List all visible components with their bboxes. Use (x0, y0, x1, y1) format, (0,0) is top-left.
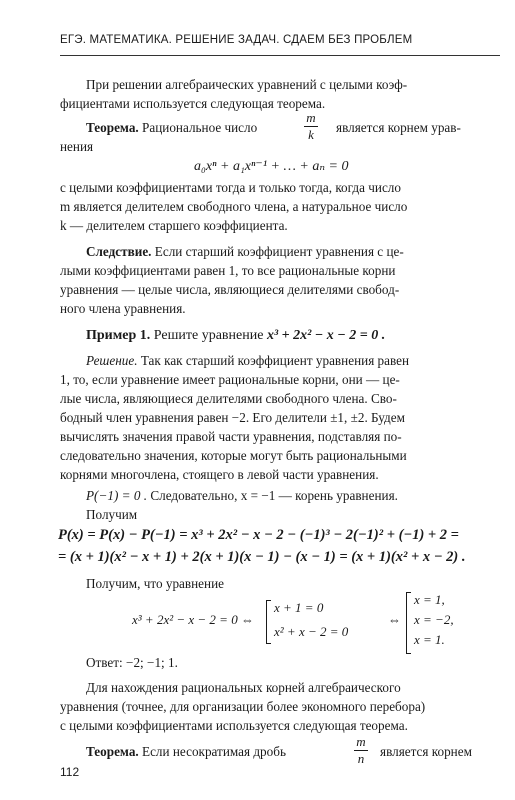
corollary-line-1 (86, 244, 404, 260)
theorem-2-line-1 (86, 744, 286, 760)
example-1-task: Решите уравнение (153, 328, 264, 343)
running-header: ЕГЭ. МАТЕМАТИКА. РЕШЕНИЕ ЗАДАЧ. СДАЕМ БЕЗ ПРОБЛЕМ (60, 34, 413, 46)
system-mid-2: x² + x − 2 = 0 (274, 624, 349, 639)
theorem-1-fraction (304, 111, 318, 142)
theorem-1-body-3: k — делителем старшего коэффициента. (60, 218, 288, 233)
solution-label: Решение. (86, 353, 138, 368)
system-root-3: x = 1. (414, 632, 445, 647)
solution-line-2: 1, то, если уравнение имеет рациональные корни, они — це- (60, 372, 400, 387)
example-1-label: Пример 1. (86, 328, 151, 343)
theorem-1-text-a: Рациональное число (142, 120, 258, 135)
solution-line-6: следовательно значения, которые могут быть рациональными (60, 448, 407, 463)
theorem-1-text-c: нения (60, 139, 94, 154)
solution-big-equation-2: = (x + 1)(x² − x + 1) + 2(x + 1)(x − 1) − (x − 1) = (x + 1)(x² + x − 2) . (58, 549, 466, 565)
system-arrow: ⇔ (388, 612, 401, 627)
corollary-text-1: Если старший коэффициент уравнения с це- (154, 244, 404, 259)
theorem-1-frac-den: k (308, 127, 314, 142)
solution-line-8 (86, 488, 398, 504)
solution-big-equation-1: P(x) = P(x) − P(−1) = x³ + 2x² − x − 2 − (−1)³ − 2(−1)² + (−1) + 2 = (58, 527, 459, 543)
solution-line-4: бодный член уравнения равен −2. Его делители ±1, ±2. Будем (60, 410, 405, 425)
system-root-2: x = −2, (414, 612, 454, 627)
theorem-1-line-1 (86, 120, 257, 136)
system-left: x³ + 2x² − x − 2 = 0 ⇔ (132, 612, 254, 627)
intro-line-1: При решении алгебраических уравнений с целыми коэф- (86, 77, 408, 92)
solution-line-8-text: Следовательно, x = −1 — корень уравнения. (150, 488, 398, 503)
system-bracket-2 (406, 592, 411, 654)
header-rule (60, 55, 500, 56)
theorem-1-equation: a₀xⁿ + a₁xⁿ⁻¹ + … + aₙ = 0 (194, 159, 349, 174)
solution-answer: Ответ: −2; −1; 1. (86, 655, 178, 670)
theorem-2-label: Теорема. (86, 744, 139, 759)
theorem-1-frac-num: m (306, 110, 316, 125)
corollary-line-2: лыми коэффициентами равен 1, то все рациональные корни (60, 263, 396, 278)
solution-line-1 (86, 353, 409, 369)
theorem-1-body-2: m является делителем свободного члена, а натуральное число (60, 199, 408, 214)
example-1-heading (86, 328, 385, 344)
solution-line-5: вычислять значения правой части уравнения, подставляя по- (60, 429, 402, 444)
theorem-2-text-b: является корнем (380, 744, 472, 759)
corollary-line-4: ного члена уравнения. (60, 301, 186, 316)
theorem-2-fraction (354, 735, 368, 766)
followup-line-1: Для нахождения рациональных корней алгебраического (86, 680, 401, 695)
system-root-1: x = 1, (414, 592, 445, 607)
system-mid-1: x + 1 = 0 (274, 600, 324, 615)
solution-p-minus-1: P(−1) = 0 . (86, 488, 148, 503)
theorem-2-frac-num: m (356, 734, 366, 749)
theorem-2-frac-den: n (357, 751, 365, 766)
solution-line-7: корнями многочлена, стоящего в левой части уравнения. (60, 467, 379, 482)
solution-line-3: лые числа, являющиеся делителями свободного члена. Сво- (60, 391, 397, 406)
system-bracket-1 (266, 600, 271, 644)
theorem-1-body-1: с целыми коэффициентами тогда и только тогда, когда число (60, 180, 401, 195)
intro-line-2: фициентами используется следующая теорема. (60, 96, 326, 111)
solution-text-1: Так как старший коэффициент уравнения равен (140, 353, 410, 368)
theorem-1-text-b: является корнем урав- (336, 120, 461, 135)
page-number: 112 (60, 765, 80, 779)
solution-obtain: Получим (86, 507, 138, 522)
corollary-label: Следствие. (86, 244, 152, 259)
corollary-line-3: уравнения — целые числа, являющиеся делителями свобод- (60, 282, 400, 297)
followup-line-2: уравнения (точнее, для организации более экономного перебора) (60, 699, 426, 714)
theorem-2-text-a: Если несократимая дробь (142, 744, 286, 759)
followup-line-3: с целыми коэффициентами используется следующая теорема. (60, 718, 408, 733)
example-1-equation: x³ + 2x² − x − 2 = 0 . (266, 328, 386, 343)
theorem-1-label: Теорема. (86, 120, 139, 135)
solution-obtain-equation: Получим, что уравнение (86, 576, 225, 591)
